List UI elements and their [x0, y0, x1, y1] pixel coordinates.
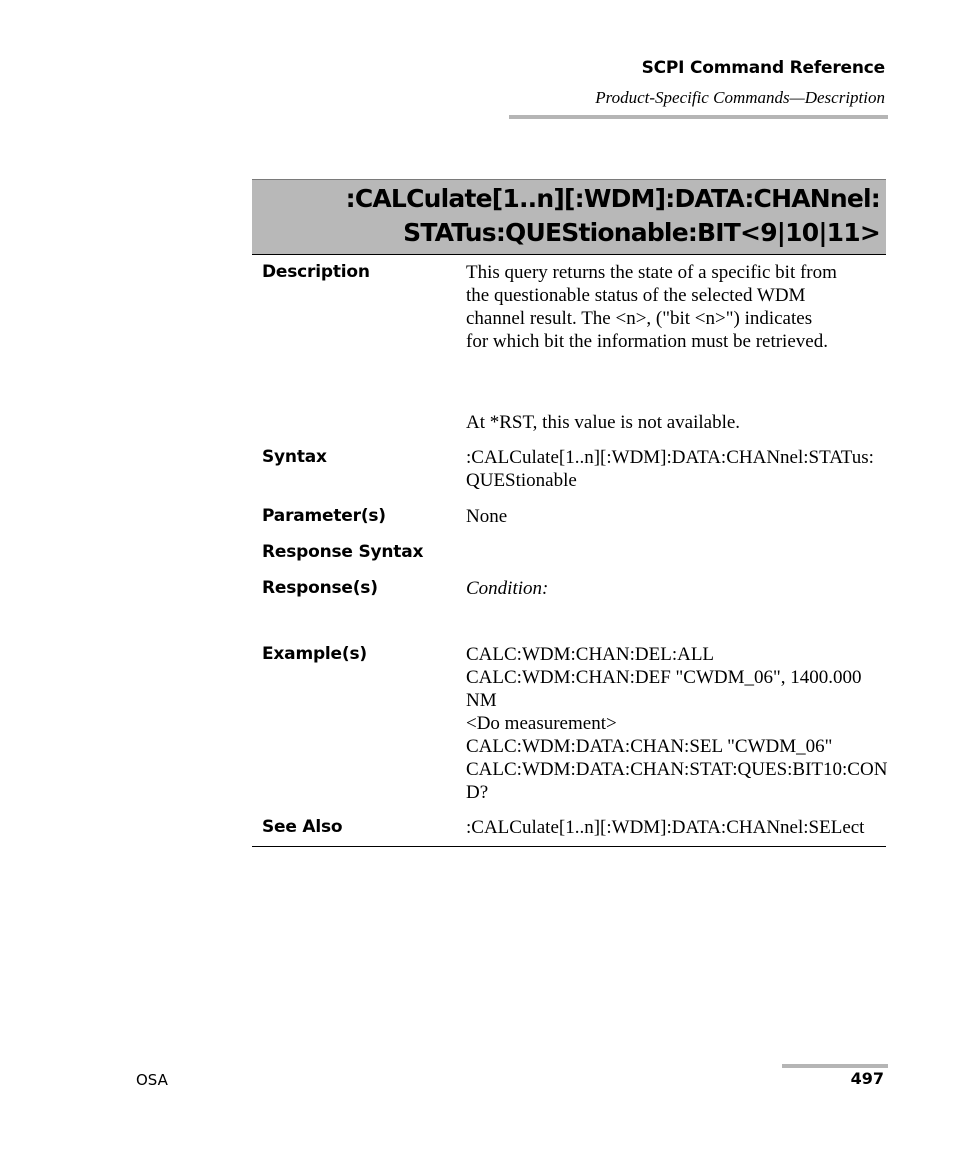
example-line: <Do measurement> [466, 713, 617, 734]
see-also-label: See Also [262, 817, 343, 837]
parameters-label: Parameter(s) [262, 506, 386, 526]
description-text [466, 261, 886, 353]
example-line: D? [466, 782, 489, 803]
responses-value: Condition: [466, 578, 549, 599]
description-line: channel result. The <n>, ("bit <n>") indicates [466, 308, 813, 329]
examples-label: Example(s) [262, 644, 367, 664]
response-syntax-label: Response Syntax [262, 542, 424, 562]
command-title-line-1: :CALCulate[1..n][:WDM]:DATA:CHANnel: [345, 184, 880, 213]
syntax-label: Syntax [262, 447, 327, 467]
syntax-line: :CALCulate[1..n][:WDM]:DATA:CHANnel:STATus: [466, 447, 874, 468]
description-line: the questionable status of the selected WDM [466, 285, 806, 306]
see-also-link[interactable]: :CALCulate[1..n][:WDM]:DATA:CHANnel:SELect [466, 817, 865, 838]
description-label: Description [262, 262, 370, 282]
example-line: NM [466, 690, 497, 711]
examples-text [466, 643, 886, 804]
footer-divider [782, 1064, 888, 1068]
example-line: CALC:WDM:CHAN:DEF "CWDM_06", 1400.000 [466, 667, 862, 688]
syntax-text [466, 446, 886, 492]
command-title-line-2: STATus:QUEStionable:BIT<9|10|11> [403, 218, 880, 247]
description-line: This query returns the state of a specific bit from [466, 262, 837, 283]
description-rst-note: At *RST, this value is not available. [466, 412, 741, 433]
example-line: CALC:WDM:DATA:CHAN:SEL "CWDM_06" [466, 736, 833, 757]
responses-label: Response(s) [262, 578, 378, 598]
example-line: CALC:WDM:CHAN:DEL:ALL [466, 644, 715, 665]
parameters-value: None [466, 506, 508, 527]
page-number: 497 [850, 1069, 884, 1088]
example-line: CALC:WDM:DATA:CHAN:STAT:QUES:BIT10:CON [466, 759, 888, 780]
syntax-line: QUEStionable [466, 470, 577, 491]
header-title: SCPI Command Reference [641, 58, 885, 78]
description-line: for which bit the information must be retrieved. [466, 331, 828, 352]
header-divider [509, 115, 888, 119]
footer-product: OSA [136, 1071, 168, 1089]
table-bottom-divider [252, 846, 886, 847]
header-subtitle: Product-Specific Commands—Description [595, 88, 885, 107]
command-title-box [252, 179, 886, 255]
